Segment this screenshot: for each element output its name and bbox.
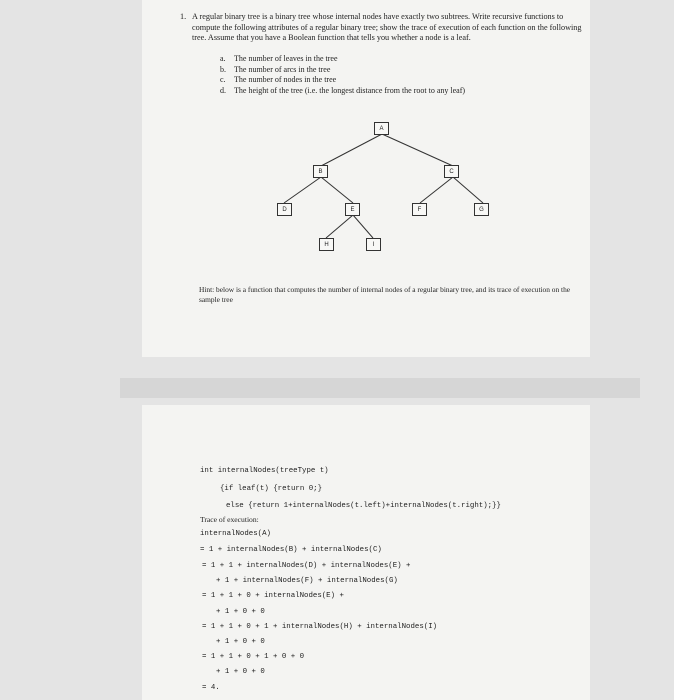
edge-a-c [382,134,453,166]
document-page-1 [142,0,590,357]
code-signature: int internalNodes(treeType t) [200,467,329,475]
edge-b-e [321,177,353,203]
tree-node-b: B [313,165,328,178]
edge-a-b [321,134,382,166]
trace-line-2: = 1 + internalNodes(B) + internalNodes(C) [200,546,382,554]
tree-node-i: I [366,238,381,251]
question-item-a: a. The number of leaves in the tree [220,54,338,63]
tree-node-g: G [474,203,489,216]
tree-node-h: H [319,238,334,251]
question-item-b: b. The number of arcs in the tree [220,64,331,74]
trace-label: Trace of execution: [200,515,259,524]
edge-c-f [420,177,453,203]
page-separator [120,378,640,398]
document-page-2 [142,405,590,700]
question-number: 1. [180,12,187,21]
tree-node-f: F [412,203,427,216]
hint-text: Hint: below is a function that computes the number of internal nodes of a regular binary tree, and its trace of execution on the sample tree [199,285,571,304]
question-item-d: d. The height of the tree (i.e. the longest distance from the root to any leaf) [220,85,466,95]
trace-line-8: + 1 + 0 + 0 [216,638,265,646]
edge-c-g [453,177,483,203]
question-intro: A regular binary tree is a binary tree whose internal nodes have exactly two subtrees. Write recursive functions to compute the following attributes of a regular binary tree; show the trace of execution of each function on the following tree. Assume that you have a Boolean function that tells you whether a node is a leaf. [192,12,582,43]
trace-line-4: + 1 + internalNodes(F) + internalNodes(G) [216,577,398,585]
code-line-if: {if leaf(t) {return 0;} [220,485,323,493]
trace-line-5: = 1 + 1 + 0 + internalNodes(E) + [202,592,344,600]
question-item-c: c. The number of nodes in the tree [220,75,337,84]
tree-node-e: E [345,203,360,216]
trace-line-10: + 1 + 0 + 0 [216,668,265,676]
tree-node-a: A [374,122,389,135]
code-line-else: else {return 1+internalNodes(t.left)+internalNodes(t.right);}} [226,502,501,510]
trace-line-6: + 1 + 0 + 0 [216,608,265,616]
trace-result: = 4. [202,684,220,692]
trace-line-7: = 1 + 1 + 0 + 1 + internalNodes(H) + internalNodes(I) [202,623,438,631]
trace-line-3: = 1 + 1 + internalNodes(D) + internalNodes(E) + [202,562,411,570]
edge-b-d [284,177,321,203]
tree-node-c: C [444,165,459,178]
trace-line-9: = 1 + 1 + 0 + 1 + 0 + 0 [202,653,305,661]
trace-line-1: internalNodes(A) [200,530,271,538]
tree-node-d: D [277,203,292,216]
edge-e-h [326,215,353,238]
edge-e-i [353,215,373,238]
